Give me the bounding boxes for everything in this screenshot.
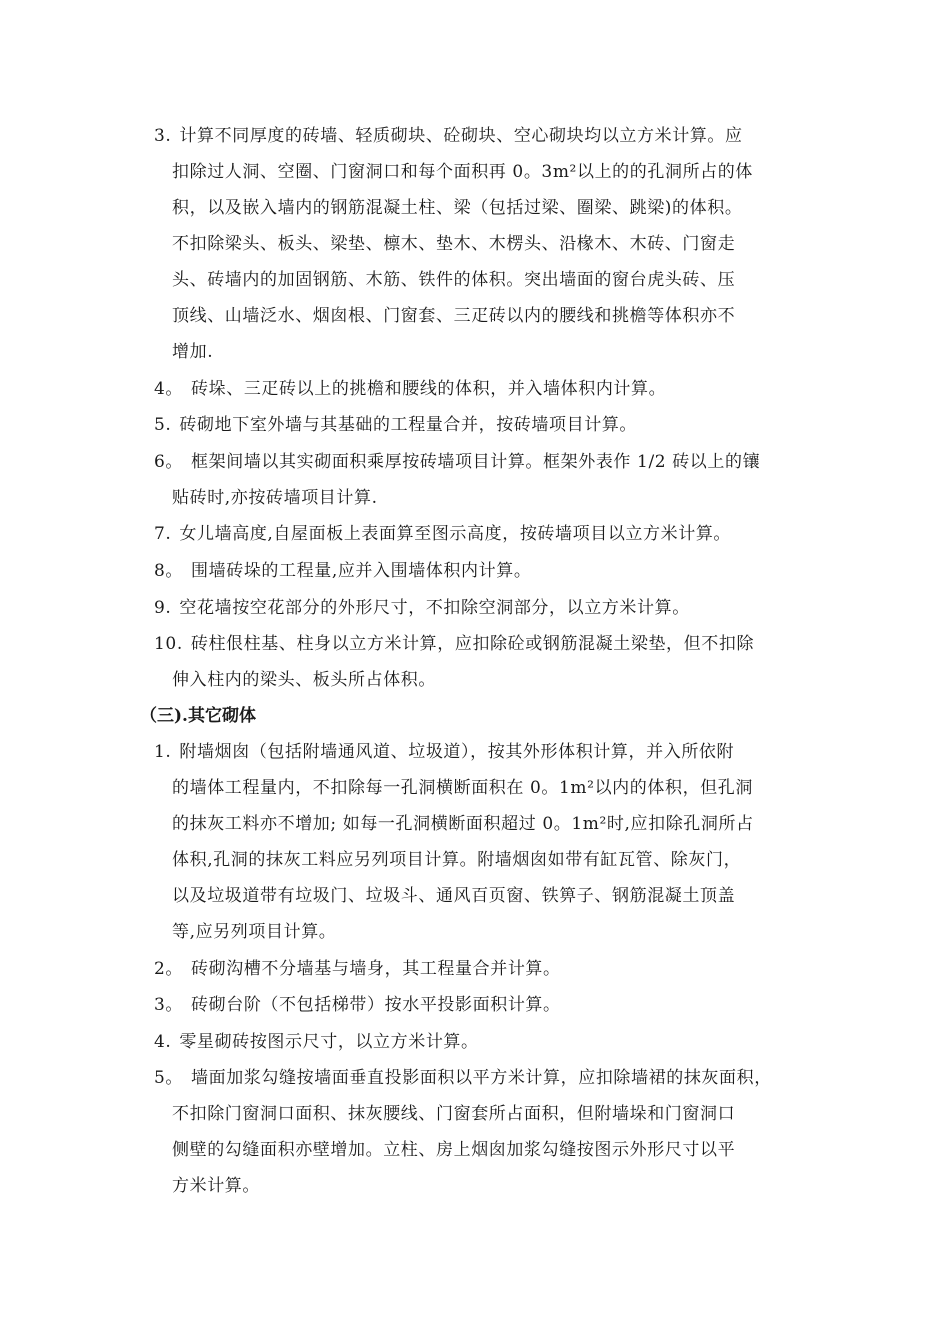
list-item-first-line — [154, 444, 820, 480]
list-item-line — [154, 770, 820, 806]
list-item — [154, 626, 820, 698]
list-item — [154, 371, 820, 407]
list-item-number: 4。 — [154, 378, 184, 399]
list-item-first-line — [154, 407, 820, 443]
list-item-first-line — [154, 1060, 820, 1096]
list-item-text: 女儿墙高度,自屋面板上表面算至图示高度，按砖墙项目以立方米计算。 — [179, 524, 732, 545]
list-item-line — [154, 1096, 820, 1132]
list-item-text: 计算不同厚度的砖墙、轻质砌块、砼砌块、空心砌块均以立方米计算。应 — [179, 126, 743, 146]
list-item-text: 伸入柱内的梁头、板头所占体积。 — [172, 670, 436, 691]
list-item-line — [154, 262, 820, 298]
list-item — [154, 118, 820, 370]
list-item-first-line — [154, 118, 820, 154]
list-item-text: 不扣除门窗洞口面积、抹灰腰线、门窗套所占面积，但附墙垛和门窗洞口 — [172, 1104, 736, 1125]
list-item-text: 附墙烟囱（包括附墙通风道、垃圾道），按其外形体积计算，并入所依附 — [179, 742, 735, 762]
list-item-text: 顶线、山墙泛水、烟囱根、门窗套、三疋砖以内的腰线和挑檐等体积亦不 — [172, 306, 736, 326]
list-item-first-line — [154, 371, 820, 407]
list-item-text: 方米计算。 — [172, 1176, 260, 1197]
list-item — [154, 734, 820, 950]
list-item-line — [154, 298, 820, 334]
list-item-text: 墙面加浆勾缝按墙面垂直投影面积以平方米计算，应扣除墙裙的抹灰面积， — [191, 1068, 772, 1089]
list-item — [154, 1024, 820, 1060]
list-item-text: 贴砖时,亦按砖墙项目计算. — [172, 487, 378, 508]
list-item-text: 砖垛、三疋砖以上的挑檐和腰线的体积，并入墙体积内计算。 — [191, 378, 667, 399]
list-item-number: 5。 — [154, 1068, 184, 1089]
list-item-number: 5. — [154, 415, 172, 436]
list-item-text: 砖砌台阶（不包括梯带）按水平投影面积计算。 — [191, 995, 561, 1016]
list-item-number: 3。 — [154, 995, 184, 1016]
list-item — [154, 590, 820, 626]
list-item-line — [154, 662, 820, 698]
list-item-text: 围墙砖垛的工程量,应并入围墙体积内计算。 — [191, 561, 532, 581]
list-item-first-line — [154, 987, 820, 1023]
list-item-text: 扣除过人洞、空圈、门窗洞口和每个面积再 0。3m²以上的的孔洞所占的体 — [172, 162, 753, 182]
list-item — [154, 516, 820, 552]
list-item — [154, 407, 820, 443]
list-item-text: 的墙体工程量内，不扣除每一孔洞横断面积在 0。1m²以内的体积，但孔洞 — [172, 778, 753, 798]
list-item-first-line — [154, 553, 820, 589]
list-item — [154, 951, 820, 987]
list-item-line — [154, 878, 820, 914]
list-item-number: 7. — [154, 524, 172, 545]
list-item-number: 2。 — [154, 958, 184, 979]
list-item — [154, 553, 820, 589]
list-item-text: 砖砌沟槽不分墙基与墙身，其工程量合并计算。 — [191, 958, 561, 979]
list-item-first-line — [154, 951, 820, 987]
list-item-text: 头、砖墙内的加固钢筋、木筋、铁件的体积。突出墙面的窗台虎头砖、压 — [172, 270, 736, 290]
list-item — [154, 987, 820, 1023]
list-item-text: 增加. — [172, 342, 214, 362]
list-item — [154, 1060, 820, 1204]
list-item-text: 不扣除梁头、板头、梁垫、檩木、垫木、木楞头、沿椽木、木砖、门窗走 — [172, 234, 736, 254]
list-item-number: 4. — [154, 1031, 172, 1052]
list-item-line — [154, 190, 820, 226]
list-item-line — [154, 1168, 820, 1204]
list-item-text: 框架间墙以其实砌面积乘厚按砖墙项目计算。框架外表作 1/2 砖以上的镶 — [191, 451, 761, 472]
list-item-text: 砖砌地下室外墙与其基础的工程量合并，按砖墙项目计算。 — [179, 415, 638, 436]
list-item-number: 3. — [154, 126, 172, 146]
list-item-first-line — [154, 516, 820, 552]
section-heading: （三).其它砌体 — [140, 706, 256, 726]
list-item-line — [154, 154, 820, 190]
list-item-number: 9. — [154, 597, 172, 618]
list-item-text: 以及垃圾道带有垃圾门、垃圾斗、通风百页窗、铁箅子、钢筋混凝土顶盖 — [172, 886, 736, 906]
list-item-line — [154, 334, 820, 370]
list-item-text: 等,应另列项目计算。 — [172, 922, 337, 942]
list-item-first-line — [154, 1024, 820, 1060]
list-item-line — [154, 806, 820, 842]
list-item-text: 砖柱佷柱基、柱身以立方米计算，应扣除砼或钢筋混凝土梁垫，但不扣除 — [190, 634, 755, 655]
list-item-text: 侧壁的勾缝面积亦壁增加。立柱、房上烟囱加浆勾缝按图示外形尺寸以平 — [172, 1140, 736, 1161]
list-item-line — [154, 914, 820, 950]
list-item-first-line — [154, 626, 820, 662]
list-item-line — [154, 842, 820, 878]
list-item-line — [154, 1132, 820, 1168]
list-item-text: 体积,孔洞的抹灰工料应另列项目计算。附墙烟囱如带有缸瓦管、除灰门， — [172, 850, 742, 870]
list-item-first-line — [154, 590, 820, 626]
list-item-number: 8。 — [154, 561, 184, 581]
list-item-text: 零星砌砖按图示尺寸，以立方米计算。 — [179, 1031, 479, 1052]
list-item-number: 6。 — [154, 451, 184, 472]
list-item-number: 10. — [154, 634, 183, 655]
list-item-text: 空花墙按空花部分的外形尺寸，不扣除空洞部分，以立方米计算。 — [179, 597, 690, 618]
list-item-line — [154, 480, 820, 516]
list-item-text: 积，以及嵌入墙内的钢筋混凝土柱、梁（包括过梁、圈梁、跳梁)的体积。 — [172, 198, 743, 218]
list-item-line — [154, 226, 820, 262]
list-item-number: 1. — [154, 742, 172, 762]
list-item — [154, 444, 820, 516]
list-item-text: 的抹灰工料亦不增加; 如每一孔洞横断面积超过 0。1m²时,应扣除孔洞所占 — [172, 814, 754, 834]
list-item-first-line — [154, 734, 820, 770]
